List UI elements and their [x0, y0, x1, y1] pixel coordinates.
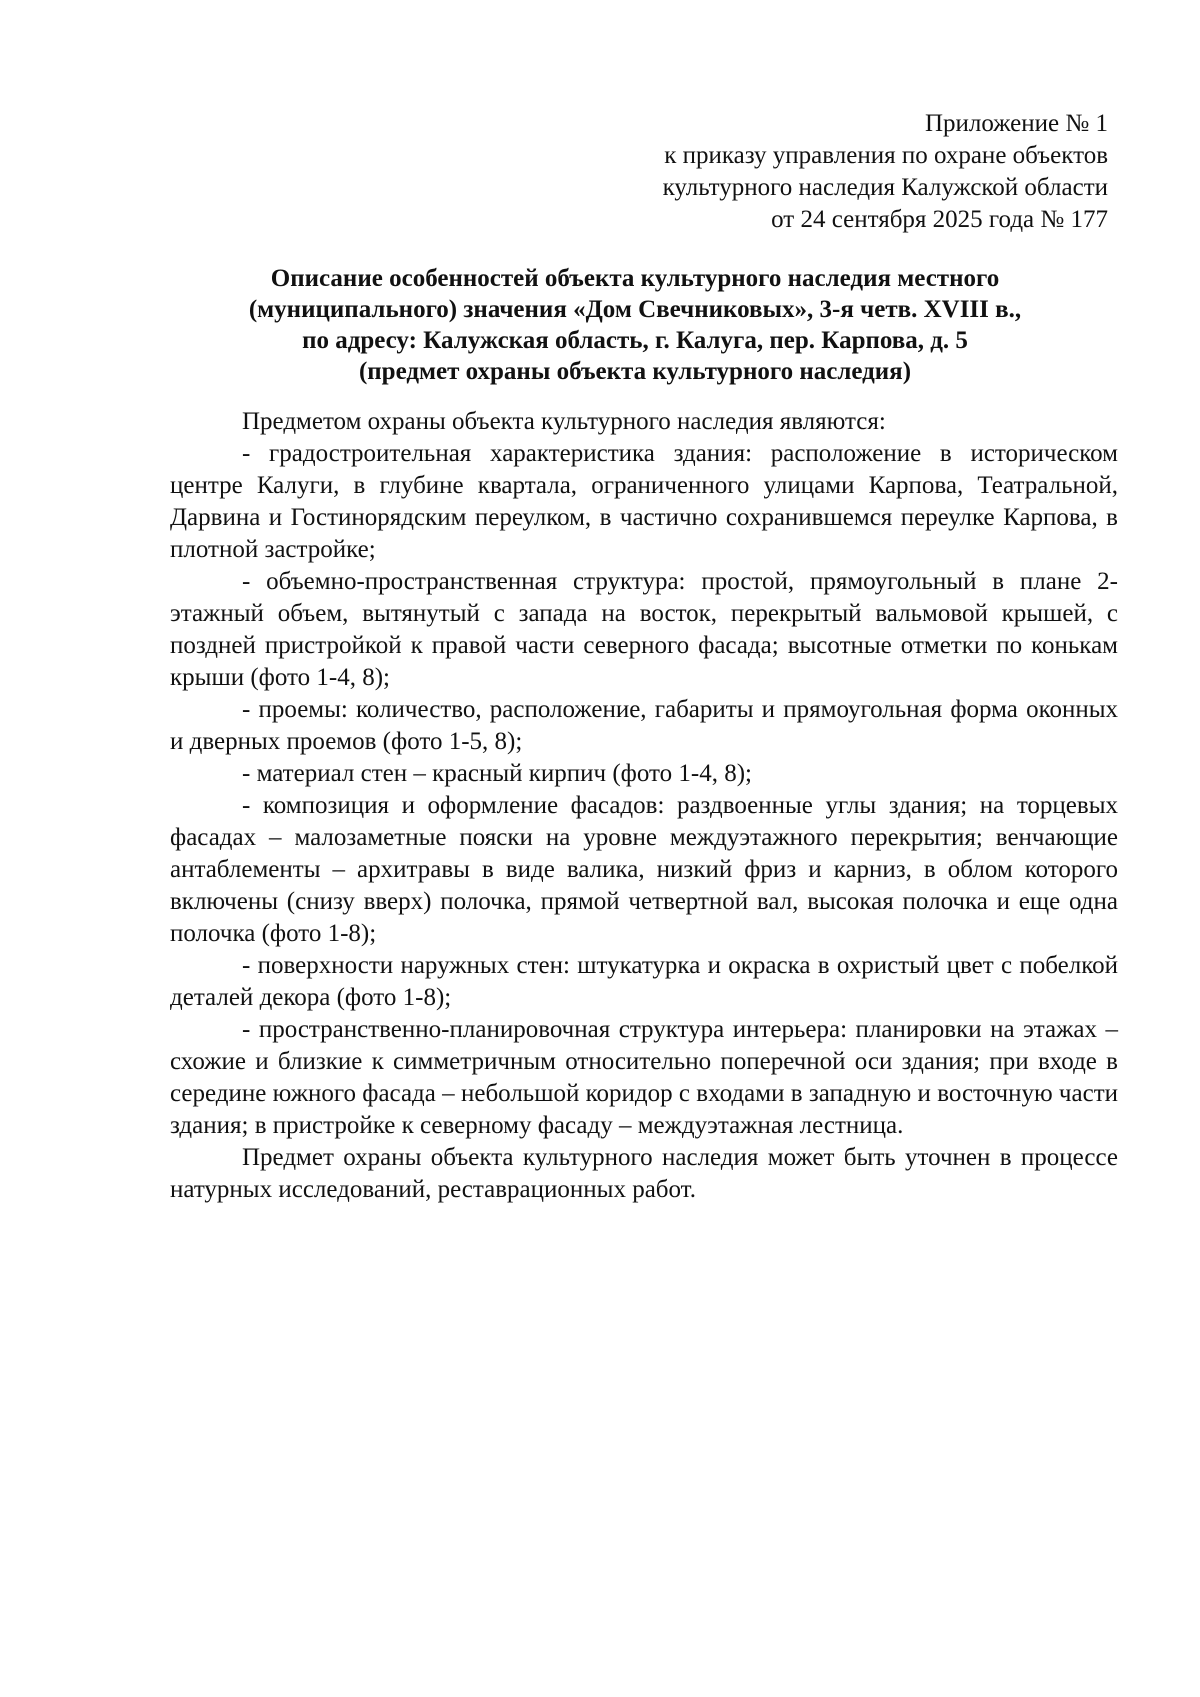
title-line-3: по адресу: Калужская область, г. Калуга, пер. Карпова, д. 5: [302, 327, 968, 354]
list-item: - материал стен – красный кирпич (фото 1-4, 8);: [242, 760, 752, 787]
document-title: [160, 263, 1110, 387]
appendix-line-2: к приказу управления по охране объектов: [664, 142, 1108, 169]
list-item: - пространственно-планировочная структура интерьера: планировки на этажах – схожие и близкие к симметричным относительно поперечной оси здания; при входе в середине южного фасада – небольшой коридор с входами в западную и восточную части здания; в пристройке к северному фасаду – междуэтажная лестница.: [170, 1016, 1118, 1139]
list-item: - градостроительная характеристика здания: расположение в историческом центре Калуги, в глубине квартала, ограниченного улицами Карпова, Театральной, Дарвина и Гостинорядским переулком, в частично сохранившемся переулке Карпова, в плотной застройке;: [170, 440, 1118, 563]
intro-paragraph: Предметом охраны объекта культурного наследия являются:: [242, 408, 886, 435]
list-item: - композиция и оформление фасадов: раздвоенные углы здания; на торцевых фасадах – малозаметные пояски на уровне междуэтажного перекрытия; венчающие антаблементы – архитравы в виде валика, низкий фриз и карниз, в облом которого включены (снизу вверх) полочка, прямой четвертной вал, высокая полочка и еще одна полочка (фото 1-8);: [170, 792, 1118, 947]
closing-paragraph: Предмет охраны объекта культурного наследия может быть уточнен в процессе натурных исследований, реставрационных работ.: [170, 1144, 1118, 1203]
appendix-header: [548, 108, 1108, 236]
document-body: [170, 406, 1118, 1206]
title-line-2: (муниципального) значения «Дом Свечниковых», 3-я четв. XVIII в.,: [248, 296, 1022, 323]
list-item: - поверхности наружных стен: штукатурка и окраска в охристый цвет с побелкой деталей декора (фото 1-8);: [170, 952, 1118, 1011]
appendix-line-4: от 24 сентября 2025 года № 177: [771, 206, 1108, 233]
title-line-1: Описание особенностей объекта культурного наследия местного: [270, 265, 1000, 292]
title-line-4: (предмет охраны объекта культурного наследия): [358, 358, 912, 385]
list-item: - объемно-пространственная структура: простой, прямоугольный в плане 2-этажный объем, вытянутый с запада на восток, перекрытый вальмовой крышей, с поздней пристройкой к правой части северного фасада; высотные отметки по конькам крыши (фото 1-4, 8);: [170, 568, 1118, 691]
appendix-line-3: культурного наследия Калужской области: [662, 174, 1108, 201]
appendix-line-1: Приложение № 1: [924, 110, 1108, 137]
list-item: - проемы: количество, расположение, габариты и прямоугольная форма оконных и дверных проемов (фото 1-5, 8);: [170, 696, 1118, 755]
